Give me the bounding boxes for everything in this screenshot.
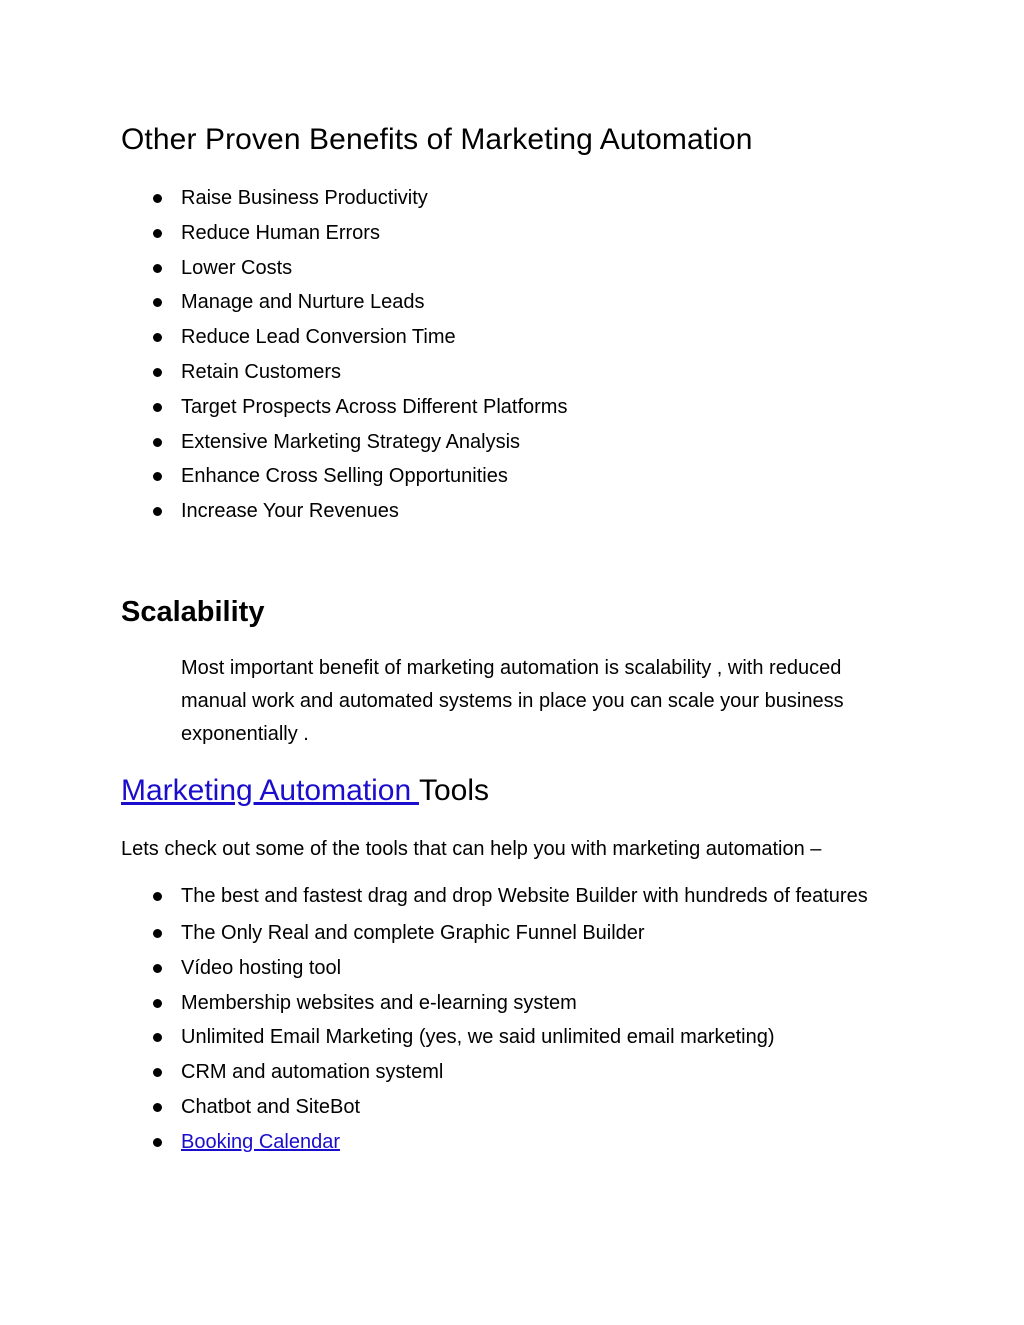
list-item-text: Lower Costs [181,256,293,279]
list-item [0,494,880,529]
list-item-text: Unlimited Email Marketing (yes, we said unlimited email marketing) [181,1026,775,1049]
list-item-text: Chatbot and SiteBot [181,1095,361,1118]
bullet-icon [153,368,162,377]
list-item-text: Manage and Nurture Leads [181,291,425,314]
list-item-text: Reduce Human Errors [181,221,380,244]
list-item-text: Retain Customers [181,360,342,383]
bullet-icon [153,264,162,273]
list-item-text: Extensive Marketing Strategy Analysis [181,430,521,453]
bullet-icon [153,964,162,973]
list-item-text: Vídeo hosting tool [181,956,342,979]
bullet-icon [153,929,162,938]
bullet-icon [153,403,162,412]
list-item [0,1090,880,1125]
list-item [0,916,880,951]
list-item-text: Reduce Lead Conversion Time [181,326,456,349]
bullet-icon [153,1068,162,1077]
tools-intro: Lets check out some of the tools that can help you with marketing automation – [121,838,822,860]
bullet-icon [153,507,162,516]
bullet-icon [153,298,162,307]
list-item [0,1125,880,1160]
bullet-icon [153,333,162,342]
scalability-heading: Scalability [121,596,265,628]
list-item-text: The Only Real and complete Graphic Funnel Builder [181,922,645,944]
bullet-icon [153,229,162,238]
list-item [0,425,880,460]
list-item [0,355,880,390]
bullet-icon [153,472,162,481]
list-item-text: Increase Your Revenues [181,500,399,523]
list-item-text: The best and fastest drag and drop Website Builder with hundreds of features [181,885,868,907]
list-item [0,986,880,1021]
list-item [0,390,880,425]
list-item-text: CRM and automation systeml [181,1061,444,1084]
benefits-heading: Other Proven Benefits of Marketing Automation [121,123,753,156]
list-item [0,1020,880,1055]
list-item [0,459,880,494]
list-item [0,880,880,916]
bullet-icon [153,999,162,1008]
scalability-paragraph: Most important benefit of marketing automation is scalability , with reduced manual work and automated systems in place you can scale your business exponentially . [181,657,844,745]
bullet-icon [153,892,162,901]
list-item [0,951,880,986]
tools-heading-rest: Tools [418,774,489,807]
bullet-icon [153,194,162,203]
tools-list [0,880,880,1160]
benefits-list [0,181,880,529]
marketing-automation-link[interactable]: Marketing Automation [121,774,419,807]
list-item [0,285,880,320]
list-item-text: Raise Business Productivity [181,187,428,209]
list-item-text: Target Prospects Across Different Platforms [181,395,568,418]
list-item [0,1055,880,1090]
bullet-icon [153,1033,162,1042]
bullet-icon [153,1138,162,1147]
list-item-text: Membership websites and e-learning system [181,991,577,1014]
list-item-text: Enhance Cross Selling Opportunities [181,465,508,488]
list-item [0,251,880,286]
list-item [0,320,880,355]
booking-calendar-link[interactable]: Booking Calendar [181,1130,340,1153]
bullet-icon [153,438,162,447]
list-item [0,216,880,251]
tools-heading [121,770,489,812]
list-item [0,181,880,216]
bullet-icon [153,1103,162,1112]
